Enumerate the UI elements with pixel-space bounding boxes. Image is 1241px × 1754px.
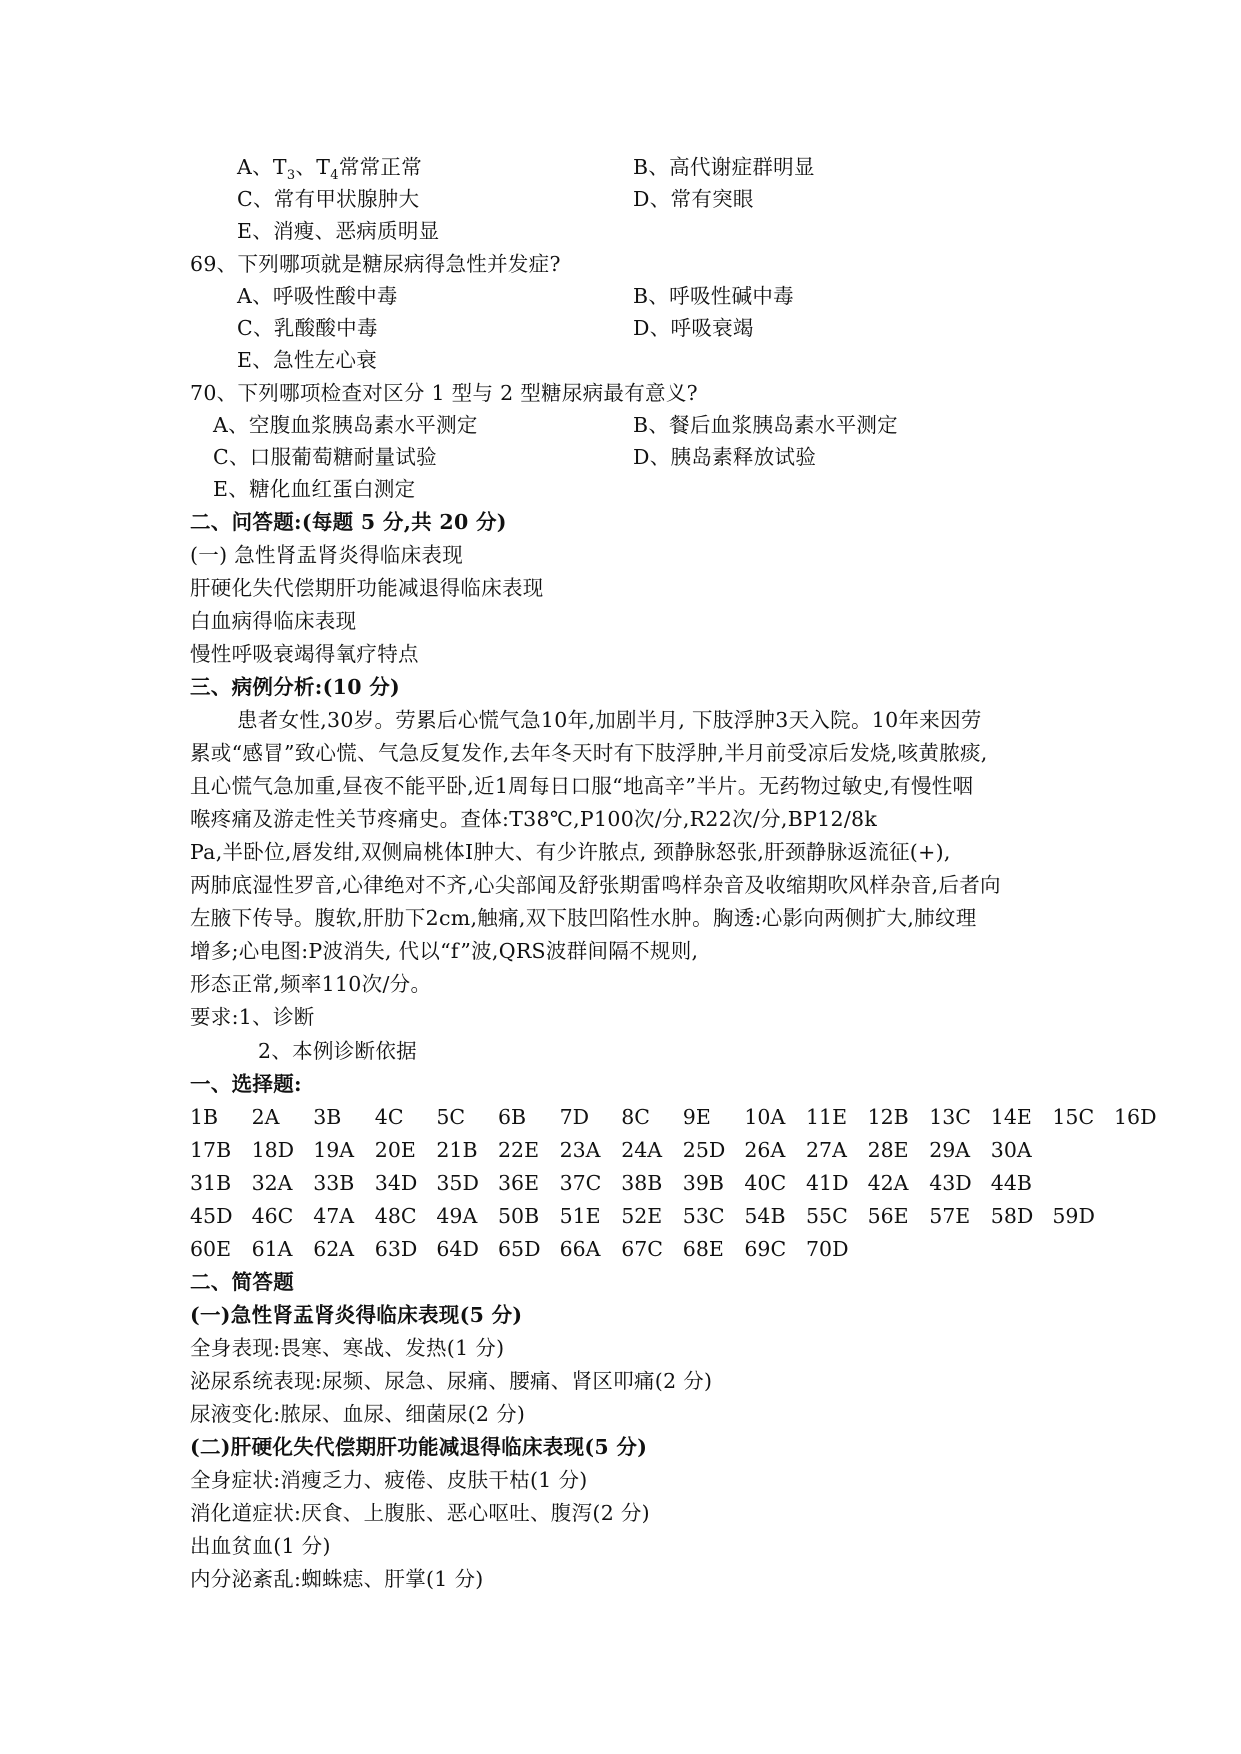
short-answer-subheading: (一)急性肾盂肾炎得临床表现(5 分)	[190, 1303, 523, 1327]
short-answer-line: 消化道症状:厌食、上腹胀、恶心呕吐、腹泻(2 分)	[190, 1501, 650, 1525]
short-answer-line: 出血贫血(1 分)	[190, 1534, 331, 1558]
answer-cell: 11E	[806, 1105, 848, 1129]
case-requirement: 2、本例诊断依据	[258, 1039, 417, 1063]
answer-cell: 7D	[559, 1105, 590, 1129]
answer-cell: 32A	[251, 1171, 293, 1195]
answer-cell: 48C	[374, 1204, 417, 1228]
q68-option-c: C、常有甲状腺肿大	[237, 187, 420, 211]
section-heading-qa: 二、问答题:(每题 5 分,共 20 分)	[190, 510, 507, 534]
answer-cell: 63D	[374, 1237, 418, 1261]
case-requirement: 要求:1、诊断	[190, 1005, 315, 1029]
answer-cell: 53C	[682, 1204, 725, 1228]
answer-cell: 31B	[190, 1171, 232, 1195]
answer-cell: 58D	[990, 1204, 1034, 1228]
answer-cell: 52E	[621, 1204, 663, 1228]
answer-cell: 12B	[867, 1105, 909, 1129]
answer-cell: 29A	[929, 1138, 971, 1162]
answer-cell: 43D	[929, 1171, 972, 1195]
answer-cell: 28E	[867, 1138, 909, 1162]
answer-cell: 47A	[313, 1204, 355, 1228]
answer-cell: 64D	[436, 1237, 479, 1261]
answer-cell: 40C	[744, 1171, 787, 1195]
q70-option-e: E、糖化血红蛋白测定	[213, 477, 416, 501]
case-line: 且心慌气急加重,昼夜不能平卧,近1周每日口服“地高辛”半片。无药物过敏史,有慢性咽	[190, 774, 974, 798]
case-line: 左腋下传导。腹软,肝肋下2cm,触痛,双下肢凹陷性水肿。胸透:心影向两侧扩大,肺纹理	[190, 906, 977, 930]
q70-stem: 70、下列哪项检查对区分 1 型与 2 型糖尿病最有意义?	[190, 381, 698, 405]
answer-cell: 15C	[1052, 1105, 1095, 1129]
q70-option-c: C、口服葡萄糖耐量试验	[213, 445, 437, 469]
answer-cell: 59D	[1052, 1204, 1095, 1228]
case-line: 喉疼痛及游走性关节疼痛史。查体:T38℃,P100次/分,R22次/分,BP12/8k	[190, 807, 878, 831]
q68-option-e: E、消瘦、恶病质明显	[237, 219, 440, 243]
answer-cell: 49A	[436, 1204, 478, 1228]
answer-cell: 38B	[621, 1171, 663, 1195]
q69-option-a: A、呼吸性酸中毒	[237, 284, 398, 308]
case-line: 两肺底湿性罗音,心律绝对不齐,心尖部闻及舒张期雷鸣样杂音及收缩期吹风样杂音,后者向	[190, 873, 1001, 897]
answer-cell: 60E	[190, 1237, 232, 1261]
answer-cell: 39B	[682, 1171, 724, 1195]
answer-cell: 4C	[374, 1105, 404, 1129]
short-answer-line: 内分泌紊乱:蜘蛛痣、肝掌(1 分)	[190, 1567, 484, 1591]
answer-cell: 17B	[190, 1138, 232, 1162]
answer-cell: 26A	[744, 1138, 786, 1162]
qa-item: 白血病得临床表现	[190, 609, 357, 633]
answer-cell: 62A	[313, 1237, 355, 1261]
case-line: Pa,半卧位,唇发绀,双侧扁桃体Ⅰ肿大、有少许脓点, 颈静脉怒张,肝颈静脉返流征(+),	[190, 840, 951, 864]
q70-option-b: B、餐后血浆胰岛素水平测定	[633, 413, 898, 437]
short-answers-heading: 二、简答题	[190, 1270, 294, 1294]
answer-cell: 66A	[559, 1237, 601, 1261]
answer-cell: 25D	[682, 1138, 726, 1162]
q69-option-e: E、急性左心衰	[237, 348, 378, 372]
answer-cell: 42A	[867, 1171, 909, 1195]
q70-option-d: D、胰岛素释放试验	[633, 445, 817, 469]
answer-cell: 36E	[498, 1171, 540, 1195]
answer-cell: 65D	[498, 1237, 541, 1261]
answer-cell: 14E	[990, 1105, 1032, 1129]
answer-cell: 2A	[251, 1105, 280, 1129]
short-answer-line: 尿液变化:脓尿、血尿、细菌尿(2 分)	[190, 1402, 526, 1426]
short-answer-line: 全身症状:消瘦乏力、疲倦、皮肤干枯(1 分)	[190, 1468, 588, 1492]
answer-cell: 19A	[313, 1138, 355, 1162]
answer-cell: 57E	[929, 1204, 971, 1228]
q69-stem: 69、下列哪项就是糖尿病得急性并发症?	[190, 252, 561, 276]
answer-cell: 68E	[682, 1237, 724, 1261]
q69-option-c: C、乳酸酸中毒	[237, 316, 378, 340]
answer-cell: 6B	[498, 1105, 527, 1129]
answer-cell: 24A	[621, 1138, 663, 1162]
answer-cell: 16D	[1114, 1105, 1157, 1129]
answer-cell: 44B	[990, 1171, 1032, 1195]
qa-item: (一) 急性肾盂肾炎得临床表现	[190, 543, 464, 567]
answer-cell: 27A	[806, 1138, 847, 1162]
section-heading-case: 三、病例分析:(10 分)	[190, 675, 401, 699]
q69-option-b: B、呼吸性碱中毒	[633, 284, 794, 308]
answer-cell: 1B	[190, 1105, 219, 1129]
answer-cell: 8C	[621, 1105, 650, 1129]
answer-cell: 69C	[744, 1237, 787, 1261]
q70-option-a: A、空腹血浆胰岛素水平测定	[213, 413, 478, 437]
answer-cell: 18D	[251, 1138, 295, 1162]
short-answer-line: 全身表现:畏寒、寒战、发热(1 分)	[190, 1336, 505, 1360]
answer-cell: 20E	[374, 1138, 416, 1162]
answer-cell: 41D	[806, 1171, 849, 1195]
short-answer-line: 泌尿系统表现:尿频、尿急、尿痛、腰痛、肾区叩痛(2 分)	[190, 1369, 713, 1393]
q68-option-a: A、$T_3$、$T_4$常常正常	[237, 155, 423, 184]
case-line: 累或“感冒”致心慌、气急反复发作,去年冬天时有下肢浮肿,半月前受凉后发烧,咳黄脓痰,	[190, 741, 988, 765]
answer-cell: 5C	[436, 1105, 466, 1129]
q68-option-b: B、高代谢症群明显	[633, 155, 815, 179]
answer-cell: 45D	[190, 1204, 233, 1228]
answer-cell: 61A	[251, 1237, 293, 1261]
qa-item: 肝硬化失代偿期肝功能减退得临床表现	[190, 576, 544, 600]
case-line: 增多;心电图:P波消失, 代以“f”波,QRS波群间隔不规则,	[190, 939, 699, 963]
answer-cell: 67C	[621, 1237, 663, 1261]
q68-option-d: D、常有突眼	[633, 187, 754, 211]
answer-cell: 22E	[498, 1138, 540, 1162]
answer-cell: 34D	[374, 1171, 418, 1195]
answer-cell: 21B	[436, 1138, 478, 1162]
answer-cell: 33B	[313, 1171, 355, 1195]
answer-cell: 35D	[436, 1171, 479, 1195]
answer-cell: 23A	[559, 1138, 601, 1162]
answer-cell: 70D	[806, 1237, 849, 1261]
case-line: 形态正常,频率110次/分。	[190, 972, 432, 996]
answers-heading: 一、选择题:	[190, 1072, 302, 1096]
answer-cell: 10A	[744, 1105, 786, 1129]
qa-item: 慢性呼吸衰竭得氧疗特点	[190, 642, 419, 666]
answer-cell: 50B	[498, 1204, 540, 1228]
case-line: 患者女性,30岁。劳累后心慌气急10年,加剧半月, 下肢浮肿3天入院。10年来因劳	[237, 708, 982, 732]
answer-cell: 46C	[251, 1204, 294, 1228]
short-answer-subheading: (二)肝硬化失代偿期肝功能减退得临床表现(5 分)	[190, 1435, 648, 1459]
answer-cell: 3B	[313, 1105, 342, 1129]
q69-option-d: D、呼吸衰竭	[633, 316, 754, 340]
answer-cell: 9E	[682, 1105, 711, 1129]
answer-cell: 54B	[744, 1204, 786, 1228]
answer-cell: 13C	[929, 1105, 971, 1129]
answer-cell: 37C	[559, 1171, 602, 1195]
answer-cell: 30A	[990, 1138, 1032, 1162]
answer-cell: 51E	[559, 1204, 601, 1228]
answer-cell: 55C	[806, 1204, 848, 1228]
answer-cell: 56E	[867, 1204, 909, 1228]
